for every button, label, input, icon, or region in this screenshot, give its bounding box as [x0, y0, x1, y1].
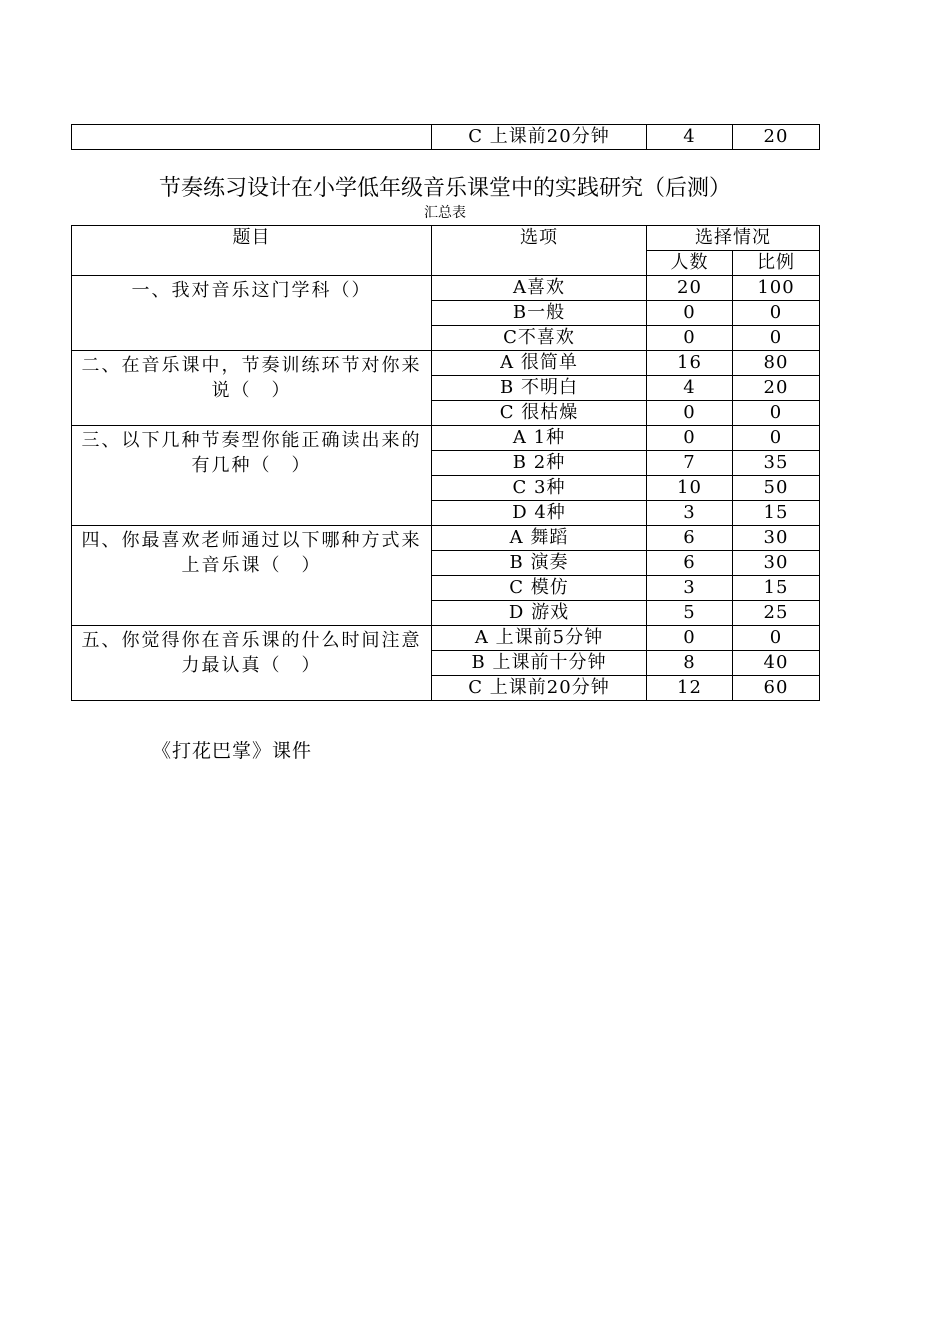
count-cell: 6	[647, 551, 733, 576]
count-cell: 7	[647, 451, 733, 476]
document-subtitle: 汇总表	[424, 205, 466, 221]
option-cell: B 演奏	[432, 551, 647, 576]
courseware-caption: 《打花巴掌》课件	[152, 740, 313, 762]
count-cell: 4	[647, 125, 733, 150]
question-cell: 四、你最喜欢老师通过以下哪种方式来上音乐课（ ）	[72, 526, 432, 626]
header-question: 题目	[72, 226, 432, 276]
count-cell: 4	[647, 376, 733, 401]
table-row	[72, 526, 820, 551]
ratio-cell: 0	[733, 401, 820, 426]
option-cell: C 很枯燥	[432, 401, 647, 426]
count-cell: 16	[647, 351, 733, 376]
count-cell: 3	[647, 501, 733, 526]
header-ratio: 比例	[733, 251, 820, 276]
question-cell: 五、你觉得你在音乐课的什么时间注意力最认真（ ）	[72, 626, 432, 701]
ratio-cell: 0	[733, 426, 820, 451]
option-cell: C 上课前20分钟	[432, 676, 647, 701]
option-cell: C 3种	[432, 476, 647, 501]
ratio-cell: 15	[733, 501, 820, 526]
count-cell: 0	[647, 426, 733, 451]
ratio-cell: 0	[733, 626, 820, 651]
header-row	[72, 226, 820, 251]
option-cell: D 游戏	[432, 601, 647, 626]
count-cell: 0	[647, 626, 733, 651]
question-cell: 二、在音乐课中，节奏训练环节对你来说（ ）	[72, 351, 432, 426]
count-cell: 5	[647, 601, 733, 626]
document-title: 节奏练习设计在小学低年级音乐课堂中的实践研究（后测）	[158, 176, 731, 201]
ratio-cell: 100	[733, 276, 820, 301]
header-count: 人数	[647, 251, 733, 276]
ratio-cell: 20	[733, 125, 820, 150]
option-cell: B一般	[432, 301, 647, 326]
empty-cell	[72, 125, 432, 150]
table-row	[72, 351, 820, 376]
count-cell: 3	[647, 576, 733, 601]
option-cell: A 1种	[432, 426, 647, 451]
table-row	[72, 125, 820, 150]
option-cell: C 上课前20分钟	[432, 125, 647, 150]
table-row	[72, 276, 820, 301]
option-cell: C 模仿	[432, 576, 647, 601]
count-cell: 20	[647, 276, 733, 301]
count-cell: 8	[647, 651, 733, 676]
ratio-cell: 60	[733, 676, 820, 701]
ratio-cell: 30	[733, 526, 820, 551]
ratio-cell: 80	[733, 351, 820, 376]
option-cell: B 上课前十分钟	[432, 651, 647, 676]
option-cell: B 2种	[432, 451, 647, 476]
ratio-cell: 40	[733, 651, 820, 676]
option-cell: A 上课前5分钟	[432, 626, 647, 651]
question-cell: 一、我对音乐这门学科（）	[72, 276, 432, 351]
option-cell: A喜欢	[432, 276, 647, 301]
ratio-cell: 0	[733, 326, 820, 351]
ratio-cell: 30	[733, 551, 820, 576]
option-cell: B 不明白	[432, 376, 647, 401]
option-cell: A 很简单	[432, 351, 647, 376]
count-cell: 6	[647, 526, 733, 551]
table-row	[72, 626, 820, 651]
ratio-cell: 15	[733, 576, 820, 601]
option-cell: C不喜欢	[432, 326, 647, 351]
count-cell: 0	[647, 301, 733, 326]
ratio-cell: 20	[733, 376, 820, 401]
ratio-cell: 50	[733, 476, 820, 501]
ratio-cell: 35	[733, 451, 820, 476]
continued-table	[71, 124, 820, 150]
ratio-cell: 25	[733, 601, 820, 626]
option-cell: A 舞蹈	[432, 526, 647, 551]
count-cell: 12	[647, 676, 733, 701]
question-cell: 三、以下几种节奏型你能正确读出来的有几种（ ）	[72, 426, 432, 526]
count-cell: 10	[647, 476, 733, 501]
table-row	[72, 426, 820, 451]
ratio-cell: 0	[733, 301, 820, 326]
count-cell: 0	[647, 326, 733, 351]
survey-summary-table	[71, 225, 820, 701]
option-cell: D 4种	[432, 501, 647, 526]
count-cell: 0	[647, 401, 733, 426]
header-selection: 选择情况	[647, 226, 820, 251]
header-option: 选项	[432, 226, 647, 276]
